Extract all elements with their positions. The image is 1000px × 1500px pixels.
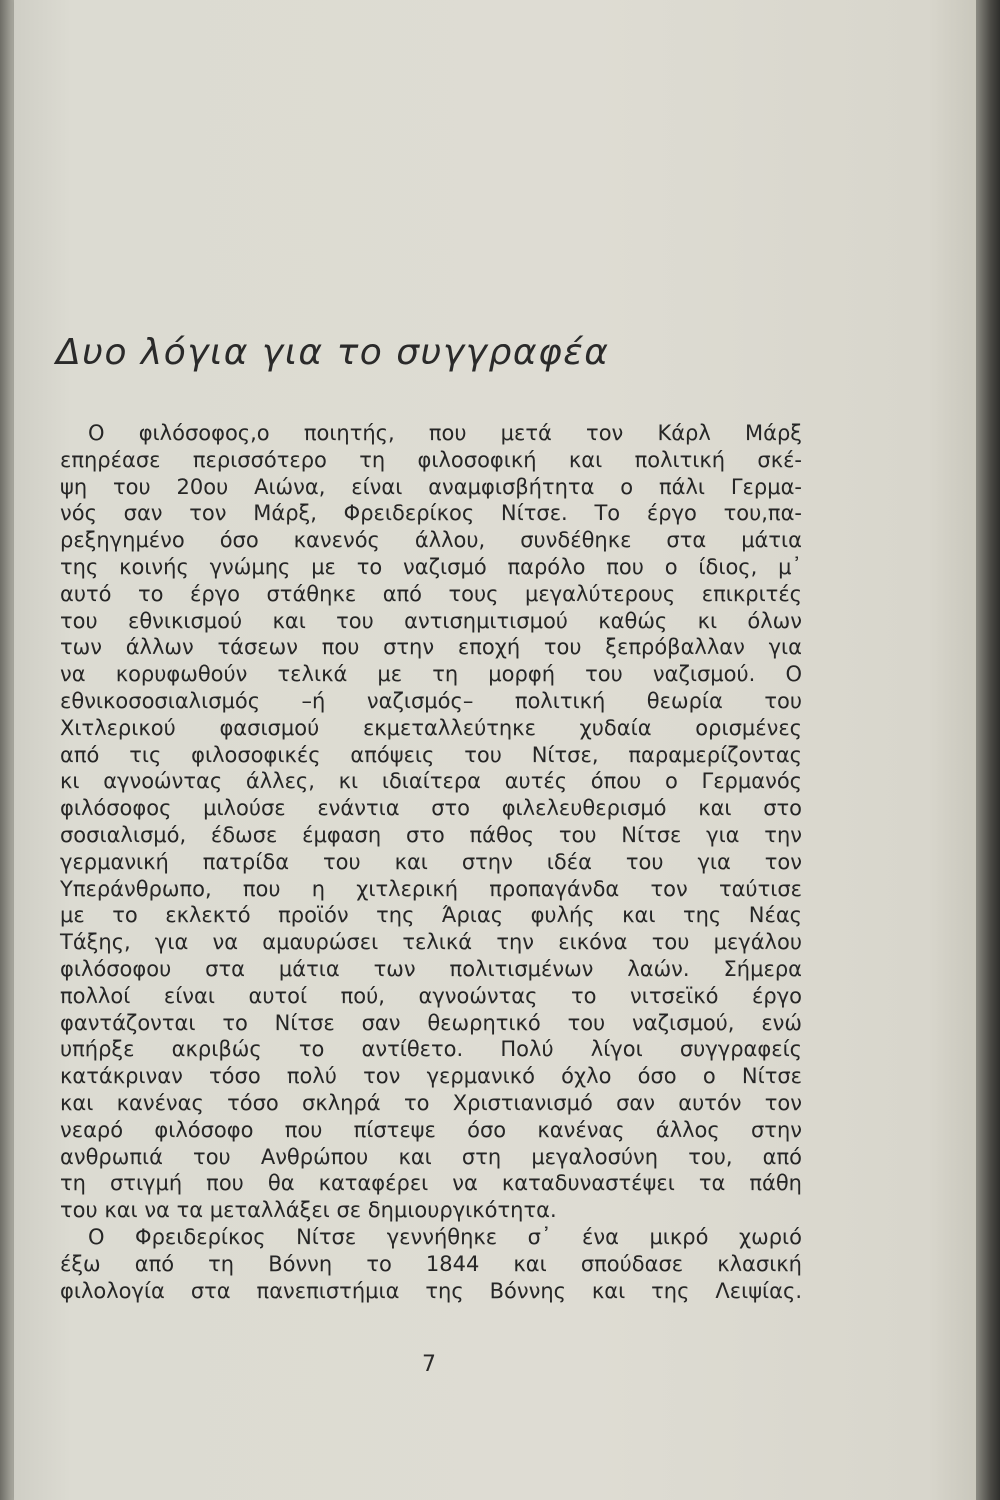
text-line: Χιτλερικού φασισμού εκμεταλλεύτηκε χυδαία ορισμένες xyxy=(60,715,802,740)
text-line: να κορυφωθούν τελικά με τη μορφή του ναζισμού. Ο xyxy=(60,662,802,687)
text-line: κι αγνοώντας άλλες, κι ιδιαίτερα αυτές όπου ο Γερμανός xyxy=(60,769,802,794)
text-line: του και να τα μεταλλάξει σε δημιουργικότητα. xyxy=(60,1198,557,1223)
paragraph xyxy=(60,1224,802,1304)
text-line: ρεξηγημένο όσο κανενός άλλου, συνδέθηκε στα μάτια xyxy=(60,528,802,553)
body-text xyxy=(60,420,802,1304)
text-line: Ο φιλόσοφος,ο ποιητής, που μετά τον Κάρλ Μάρξ xyxy=(88,421,802,445)
text-line: υπήρξε ακριβώς το αντίθετο. Πολύ λίγοι συγγραφείς xyxy=(60,1037,802,1062)
text-line: εθνικοσοσιαλισμός –ή ναζισμός– πολιτική θεωρία του xyxy=(60,688,802,713)
text-line: νεαρό φιλόσοφο που πίστεψε όσο κανένας άλλος στην xyxy=(60,1117,802,1142)
text-line: πολλοί είναι αυτοί πού, αγνοώντας το νιτσεϊκό έργο xyxy=(60,983,802,1008)
paragraph xyxy=(60,420,802,1224)
text-line: από τις φιλοσοφικές απόψεις του Νίτσε, παραμερίζοντας xyxy=(60,742,802,767)
text-line: ανθρωπιά του Ανθρώπου και στη μεγαλοσύνη του, από xyxy=(60,1144,802,1169)
page-number: 7 xyxy=(422,1352,436,1377)
text-line: τη στιγμή που θα καταφέρει να καταδυναστέψει τα πάθη xyxy=(60,1171,802,1196)
text-line: φιλόσοφου στα μάτια των πολιτισμένων λαών. Σήμερα xyxy=(60,956,802,981)
text-line: αυτό το έργο στάθηκε από τους μεγαλύτερους επικριτές xyxy=(60,581,802,606)
table-surface xyxy=(976,0,1000,1500)
text-line: έξω από τη Βόννη το 1844 και σπούδασε κλασική xyxy=(60,1251,802,1276)
text-line: νός σαν τον Μάρξ, Φρειδερίκος Νίτσε. Το έργο του,πα- xyxy=(60,501,802,526)
chapter-title: Δυο λόγια για το συγγραφέα xyxy=(56,332,610,373)
text-line: σοσιαλισμό, έδωσε έμφαση στο πάθος του Νίτσε για την xyxy=(60,822,802,847)
text-line: των άλλων τάσεων που στην εποχή του ξεπρόβαλλαν για xyxy=(60,635,802,660)
text-line: με το εκλεκτό προϊόν της Άριας φυλής και της Νέας xyxy=(60,903,802,928)
text-line: Τάξης, για να αμαυρώσει τελικά την εικόνα του μεγάλου xyxy=(60,930,802,955)
text-line: της κοινής γνώμης με το ναζισμό παρόλο που ο ίδιος, μ᾽ xyxy=(60,554,802,579)
text-line: γερμανική πατρίδα του και στην ιδέα του για τον xyxy=(60,849,802,874)
book-page xyxy=(14,0,976,1500)
text-line: και κανένας τόσο σκληρά το Χριστιανισμό σαν αυτόν τον xyxy=(60,1090,802,1115)
text-line: Ο Φρειδερίκος Νίτσε γεννήθηκε σ᾽ ένα μικρό χωριό xyxy=(88,1224,802,1249)
text-line: Υπεράνθρωπο, που η χιτλερική προπαγάνδα τον ταύτισε xyxy=(60,876,802,901)
text-line: επηρέασε περισσότερο τη φιλοσοφική και πολιτική σκέ- xyxy=(60,447,802,472)
text-line: φιλόσοφος μιλούσε ενάντια στο φιλελευθερισμό και στο xyxy=(60,796,802,821)
text-line: φιλολογία στα πανεπιστήμια της Βόννης και της Λειψίας. xyxy=(60,1278,802,1303)
text-line: κατάκριναν τόσο πολύ τον γερμανικό όχλο όσο ο Νίτσε xyxy=(60,1064,802,1089)
text-line: ψη του 20ου Αιώνα, είναι αναμφισβήτητα ο πάλι Γερμα- xyxy=(60,474,802,499)
text-line: φαντάζονται το Νίτσε σαν θεωρητικό του ναζισμού, ενώ xyxy=(60,1010,802,1035)
text-line: του εθνικισμού και του αντισημιτισμού καθώς κι όλων xyxy=(60,608,802,633)
